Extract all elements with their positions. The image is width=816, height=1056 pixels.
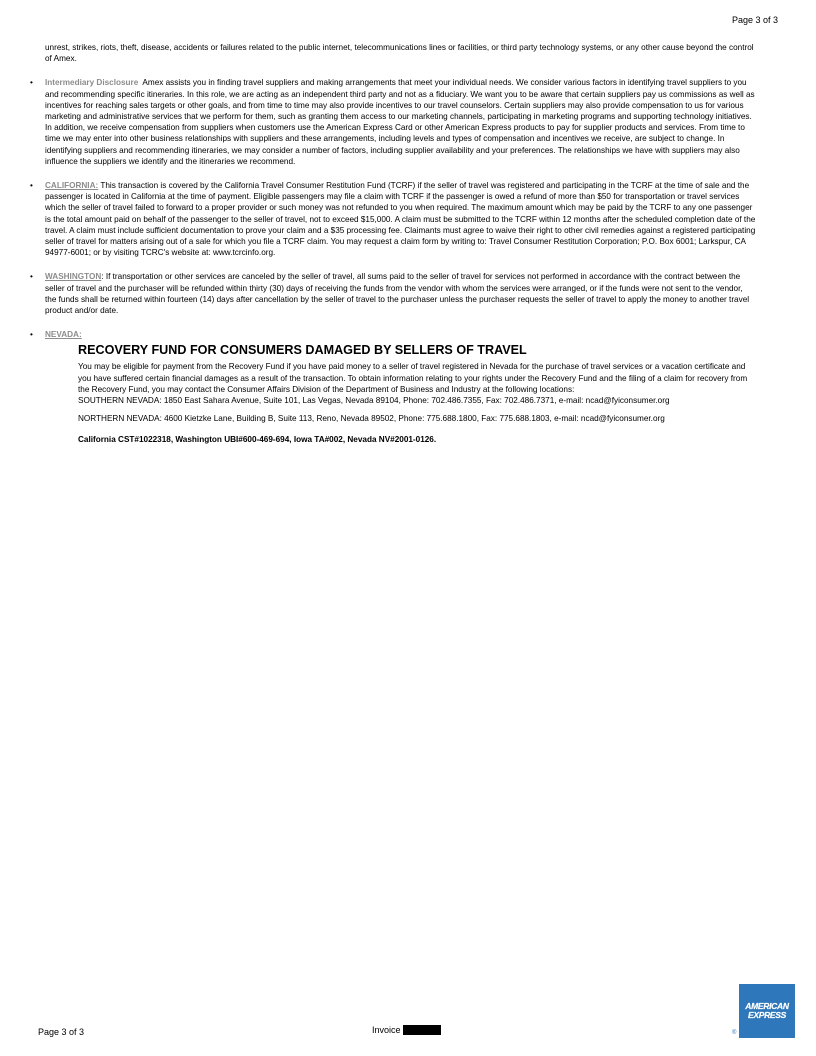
- washington-section: [30, 271, 756, 316]
- california-section: [30, 180, 756, 258]
- nevada-section: [30, 329, 756, 445]
- page-number-footer: Page 3 of 3: [38, 1027, 85, 1037]
- bullet-icon: •: [30, 78, 33, 88]
- intermediary-label: Intermediary Disclosure: [45, 78, 139, 88]
- washington-label: WASHINGTON: [45, 272, 102, 282]
- nevada-block: [78, 343, 756, 445]
- northern-nevada-address: NORTHERN NEVADA: 4600 Kietzke Lane, Building B, Suite 113, Reno, Nevada 89502, Phone: 775.688.1800, Fax: 775.688.1803, e-mail: ncad@fyiconsumer.org: [78, 414, 665, 424]
- california-text: This transaction is covered by the California Travel Consumer Restitution Fund (TCRF) if the seller of travel was registered and participating in the TCRF at the time of sale and the passenger is located in California at the time of payment. Eligible passengers may file a claim with TCRF if the passenger is owed a refund of more than $50 for transportation or travel services which the seller of travel failed to forward to a proper provider or such money was not refunded to you when required. The maximum amount which may be paid by the TCRF to any one passenger is the total amount paid on behalf of the passenger to the seller of travel, not to exceed $15,000. A claim must be submitted to the TCRF within 12 months after the scheduled completion date of the travel. A claim must include sufficient documentation to prove your claim and a $35 processing fee. Claimants must agree to waive their right to other civil remedies against a registered participating seller of travel for matters arising out of a sale for which you file a TCRF claim. You may request a claim form by writing to: Travel Consumer Restitution Corporation; P.O. Box 6001; Larkspur, CA 94977-6001; or by visiting TCRC's website at: www.tcrcinfo.org.: [45, 181, 756, 258]
- logo-line1: AMERICAN: [745, 1001, 789, 1011]
- redacted-invoice-number: [403, 1025, 441, 1035]
- invoice-label: Invoice: [372, 1025, 401, 1035]
- invoice-footer: [372, 1025, 441, 1035]
- page-number-top: Page 3 of 3: [731, 15, 778, 25]
- southern-nevada-address: SOUTHERN NEVADA: 1850 East Sahara Avenue, Suite 101, Las Vegas, Nevada 89104, Phone: 702.486.7355, Fax: 702.486.7371, e-mail: ncad@fyiconsumer.org: [78, 396, 670, 406]
- nevada-label: NEVADA:: [45, 330, 82, 340]
- registration-numbers: California CST#1022318, Washington UBI#600-469-694, Iowa TA#002, Nevada NV#2001-0126.: [78, 435, 437, 445]
- bullet-icon: •: [30, 181, 33, 191]
- bullet-icon: •: [30, 330, 33, 340]
- washington-text: : If transportation or other services are canceled by the seller of travel, all sums paid to the seller of travel for services not performed in accordance with the contract between the seller of travel and the purchaser will be refunded within thirty (30) days of receiving the funds from the vendor with whom the services were arranged, or if the funds were not sent to the vendor, the funds shall be returned within fourteen (14) days after cancellation by the seller of travel to the purchaser unless the purchaser requests the seller of travel to apply the money to another travel product and/or date.: [45, 272, 750, 316]
- nevada-text: You may be eligible for payment from the Recovery Fund if you have paid money to a seller of travel registered in Nevada for the purchase of travel services or a vacation certificate and you have suffered certain financial damages as a result of the transaction. To obtain information relating to your rights under the Recovery Fund and the filing of a claim for recovery from the Recovery Fund, you may contact the Consumer Affairs Division of the Department of Business and Industry at the following locations:: [78, 362, 748, 394]
- logo-line2: EXPRESS: [747, 1010, 787, 1020]
- nevada-title: RECOVERY FUND FOR CONSUMERS DAMAGED BY SELLERS OF TRAVEL: [78, 343, 527, 358]
- registered-mark: ®: [732, 1030, 737, 1036]
- american-express-logo: [739, 984, 795, 1038]
- intermediary-text: Amex assists you in finding travel suppliers and making arrangements that meet your individual needs. We consider various factors in identifying travel suppliers to you and recommending specific itineraries. In this role, we are acting as an independent third party and not as a fiduciary. We want you to be aware that certain suppliers pay us commissions as well as incentives for reaching sales targets or other goals, and from time to time may also provide incentives to our travel counselors. Certain suppliers may also provide compensation to us for various marketing and administrative services that we perform for them, such as granting them access to our marketing channels, participating in marketing programs and supporting technology initiatives. In addition, we receive compensation from suppliers when customers use the American Express Card or other American Express products to pay for supplier products and services. From time to time we may enter into other business relationships with suppliers and these arrangements, including levels and types of compensation and incentives we receive, are subject to change. In identifying suppliers and recommending itineraries, we may consider a number of factors, including supplier availability and your preferences. The relationships we have with suppliers may also influence the suppliers we identify and the itineraries we recommend.: [45, 78, 755, 166]
- bullet-icon: •: [30, 272, 33, 282]
- intermediary-section: [30, 77, 756, 167]
- continued-paragraph: unrest, strikes, riots, theft, disease, accidents or failures related to the public internet, telecommunications lines or facilities, or third party technology systems, or any other cause beyond the control of Amex.: [45, 43, 754, 64]
- document-body: [30, 42, 756, 446]
- california-label: CALIFORNIA:: [45, 181, 99, 191]
